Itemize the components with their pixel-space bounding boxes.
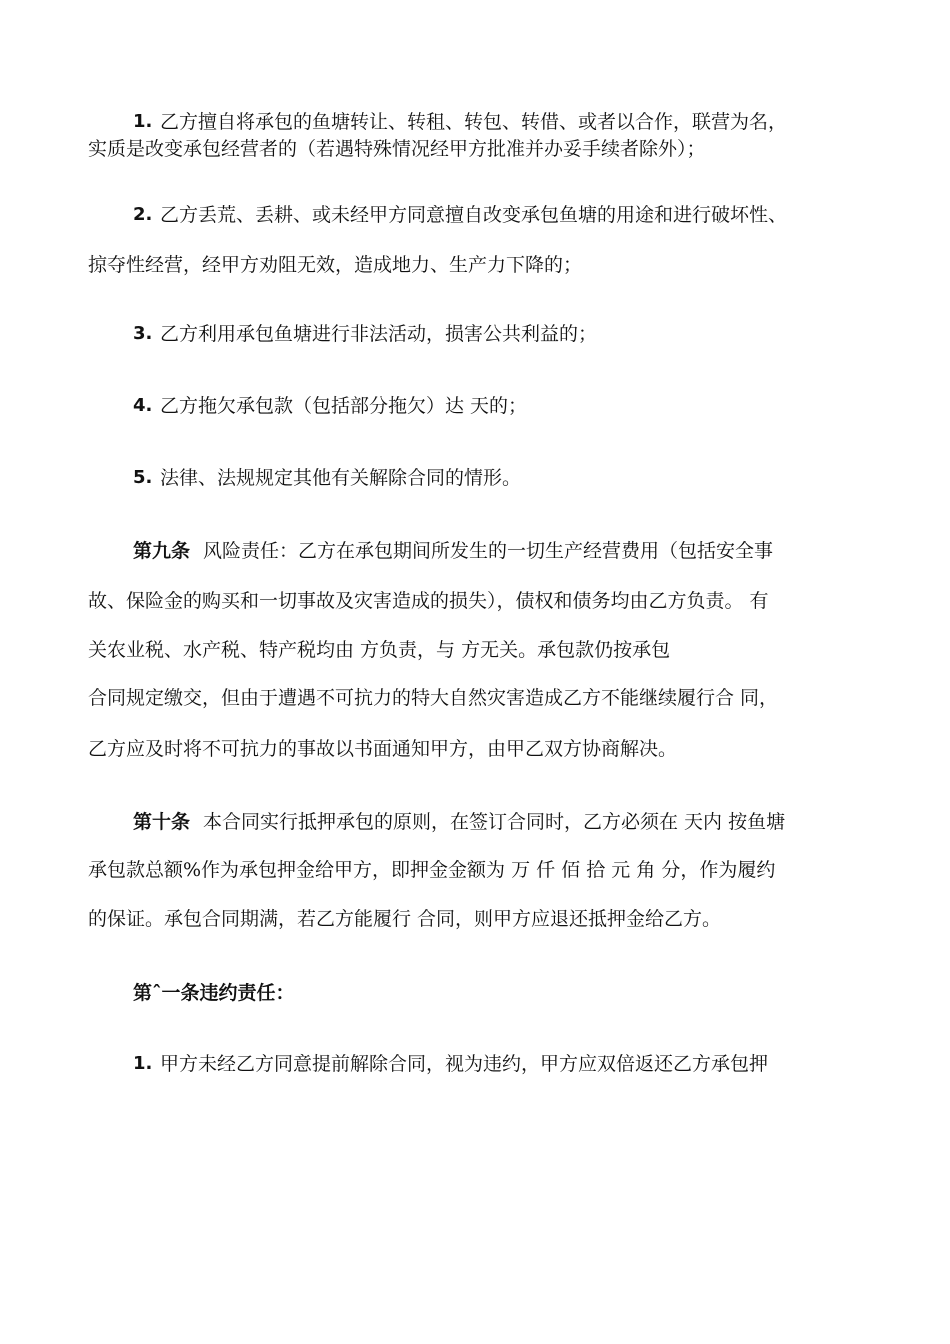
item-text: 乙方丢荒、丢耕、或未经甲方同意擅自改变承包鱼塘的用途和进行破坏性、 (160, 204, 788, 226)
article-text: 关农业税、水产税、特产税均由 方负责，与 方无关。承包款仍按承包 (88, 639, 671, 661)
item-text: 法律、法规规定其他有关解除合同的情形。 (160, 467, 522, 489)
item-text: 乙方擅自将承包的鱼塘转让、转租、转包、转借、或者以合作，联营为名， (160, 111, 788, 133)
article-text: 乙方应及时将不可抗力的事故以书面通知甲方，由甲乙双方协商解决。 (88, 738, 678, 760)
article-text: 的保证。承包合同期满，若乙方能履行 合同，则甲方应退还抵押金给乙方。 (88, 908, 722, 930)
article-heading: 第ˆ一条违约责任： (133, 982, 295, 1004)
article-text: 合同规定缴交，但由于遭遇不可抗力的特大自然灾害造成乙方不能继续履行合 同， (88, 687, 779, 709)
item-number: 1. (133, 1053, 153, 1074)
item-number: 3. (133, 323, 153, 344)
item-number: 1. (133, 111, 153, 132)
item-text-cont: 实质是改变承包经营者的（若遇特殊情况经甲方批准并办妥手续者除外）； (88, 138, 706, 160)
item-text-cont: 掠夺性经营，经甲方劝阻无效，造成地力、生产力下降的； (88, 254, 583, 276)
article-heading: 第九条 (133, 540, 191, 562)
article-text: 风险责任：乙方在承包期间所发生的一切生产经营费用（包括安全事 (203, 540, 774, 562)
article-heading: 第十条 (133, 811, 191, 833)
item-number: 5. (133, 467, 153, 488)
article-text: 承包款总额%作为承包押金给甲方，即押金金额为 万 仟 佰 拾 元 角 分，作为履约 (88, 859, 776, 881)
item-text: 乙方利用承包鱼塘进行非法活动，损害公共利益的； (160, 323, 598, 345)
item-number: 4. (133, 395, 153, 416)
item-text: 甲方未经乙方同意提前解除合同，视为违约，甲方应双倍返还乙方承包押 (160, 1053, 769, 1075)
article-text: 故、保险金的购买和一切事故及灾害造成的损失），债权和债务均由乙方负责。 有 (88, 590, 769, 612)
article-text: 本合同实行抵押承包的原则，在签订合同时，乙方必须在 天内 按鱼塘 (203, 811, 786, 833)
item-text: 乙方拖欠承包款（包括部分拖欠）达 天的； (160, 395, 528, 417)
item-number: 2. (133, 204, 153, 225)
